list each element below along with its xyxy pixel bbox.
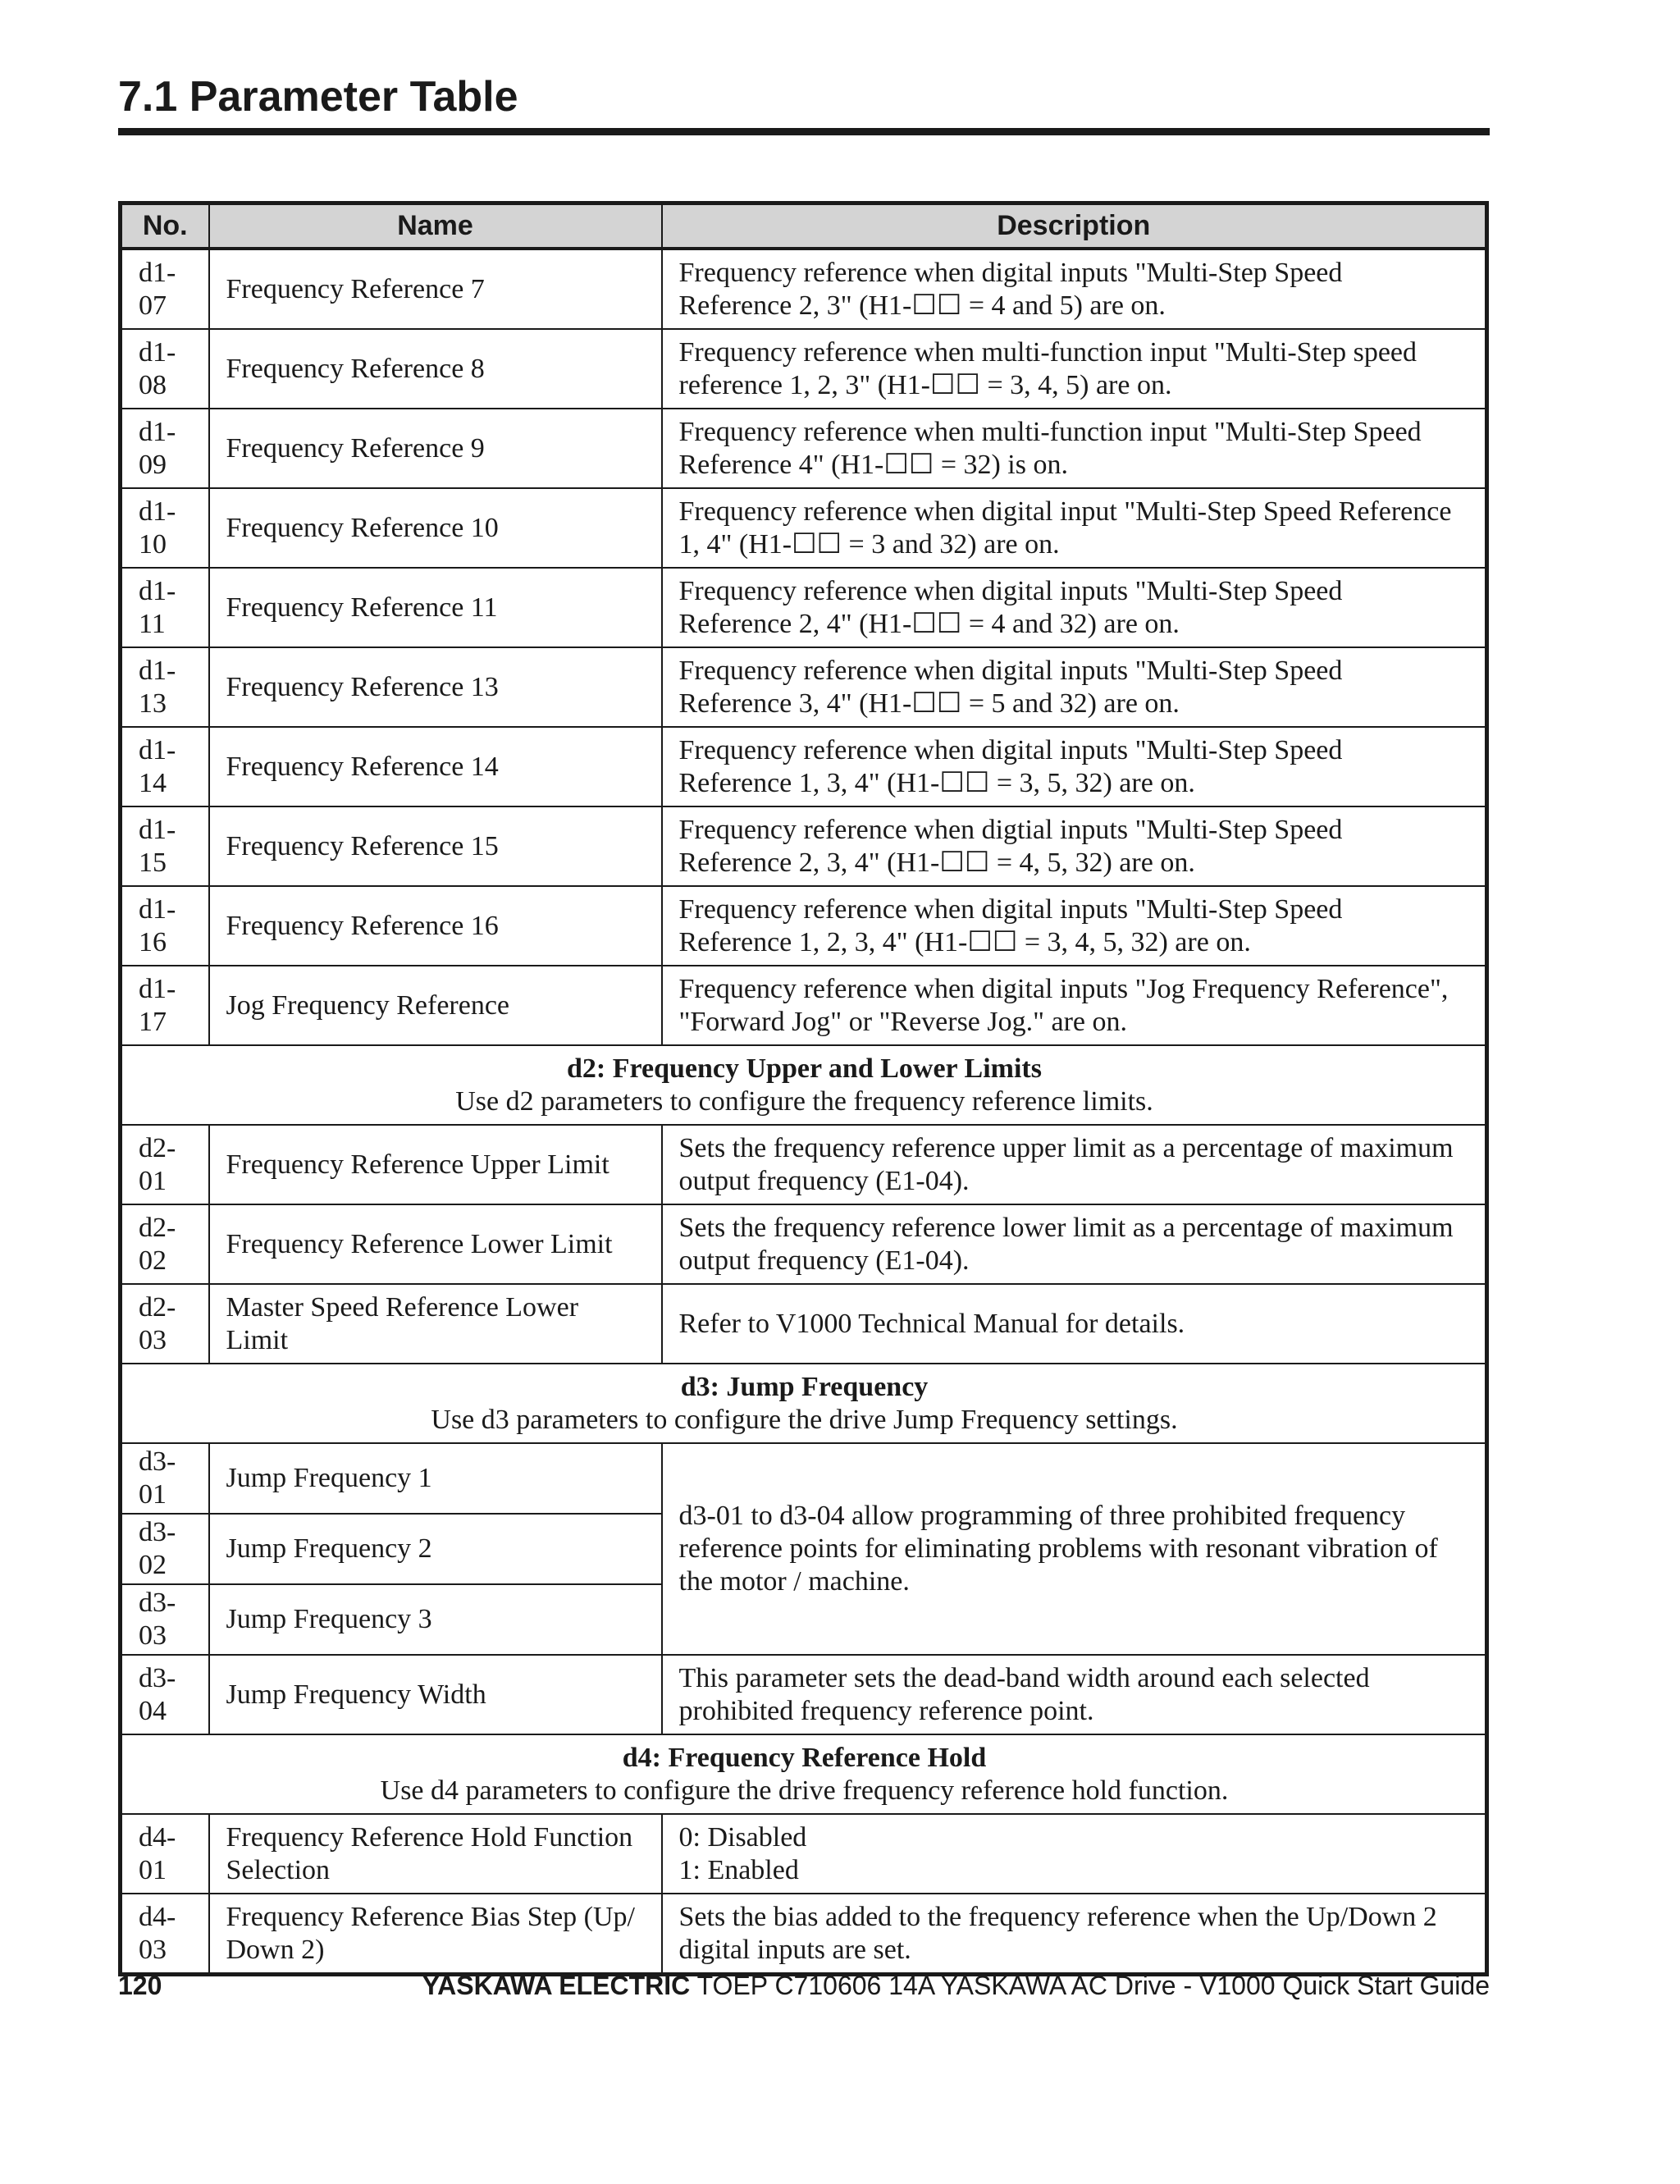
table-row [121,886,1487,966]
param-no: d1-09 [121,409,209,488]
param-name: Frequency Reference 10 [209,488,662,568]
param-description: Refer to V1000 Technical Manual for details. [662,1284,1487,1364]
param-description: This parameter sets the dead-band width around each selected prohibited frequency reference point. [662,1655,1487,1734]
section-title: d3: Jump Frequency [680,1371,929,1402]
table-row [121,727,1487,806]
param-description: Sets the frequency reference upper limit as a percentage of maximum output frequency (E1-04). [662,1125,1487,1204]
section-description: Use d4 parameters to configure the drive frequency reference hold function. [380,1775,1229,1806]
section-header [121,1045,1487,1125]
param-name: Frequency Reference Upper Limit [209,1125,662,1204]
param-name: Frequency Reference 9 [209,409,662,488]
param-name: Frequency Reference 14 [209,727,662,806]
table-row [121,488,1487,568]
param-name: Frequency Reference 8 [209,329,662,409]
param-no: d1-08 [121,329,209,409]
table-row [121,966,1487,1045]
param-no: d1-10 [121,488,209,568]
param-name: Frequency Reference 16 [209,886,662,966]
table-row [121,1443,1487,1514]
param-no: d1-07 [121,249,209,329]
param-no: d1-13 [121,647,209,727]
param-description: 0: Disabled 1: Enabled [662,1814,1487,1894]
param-description: Frequency reference when digital inputs "Multi-Step Speed Reference 1, 3, 4" (H1-☐☐ = 3, 5, 32) are on. [662,727,1487,806]
param-description: Sets the bias added to the frequency reference when the Up/Down 2 digital inputs are set. [662,1894,1487,1975]
section-description: Use d2 parameters to configure the frequency reference limits. [455,1085,1153,1117]
header-description: Description [662,203,1487,249]
param-name: Frequency Reference 11 [209,568,662,647]
section-row-d4 [121,1734,1487,1814]
param-description: Frequency reference when digital inputs "Jog Frequency Reference", "Forward Jog" or "Reverse Jog." are on. [662,966,1487,1045]
param-name: Jog Frequency Reference [209,966,662,1045]
param-description: Frequency reference when digital inputs "Multi-Step Speed Reference 2, 4" (H1-☐☐ = 4 and 32) are on. [662,568,1487,647]
param-no: d2-01 [121,1125,209,1204]
param-name: Frequency Reference 7 [209,249,662,329]
table-row [121,329,1487,409]
param-name: Frequency Reference 15 [209,806,662,886]
table-row [121,1284,1487,1364]
header-name: Name [209,203,662,249]
table-header-row [121,203,1487,249]
param-name: Jump Frequency Width [209,1655,662,1734]
param-no: d3-03 [121,1584,209,1655]
param-no: d3-01 [121,1443,209,1514]
section-description: Use d3 parameters to configure the drive Jump Frequency settings. [431,1404,1178,1435]
table-row [121,1125,1487,1204]
param-description: Frequency reference when multi-function input "Multi-Step speed reference 1, 2, 3" (H1-☐☐ = 3, 4, 5) are on. [662,329,1487,409]
page-title: 7.1 Parameter Table [118,73,518,121]
param-name: Jump Frequency 3 [209,1584,662,1655]
param-description: Frequency reference when digtial inputs "Multi-Step Speed Reference 2, 3, 4" (H1-☐☐ = 4, 5, 32) are on. [662,806,1487,886]
param-name: Frequency Reference Hold Function Selection [209,1814,662,1894]
param-description: Frequency reference when digital inputs "Multi-Step Speed Reference 1, 2, 3, 4" (H1-☐☐ = 3, 4, 5, 32) are on. [662,886,1487,966]
param-name: Frequency Reference 13 [209,647,662,727]
table-row [121,1655,1487,1734]
section-header [121,1364,1487,1443]
param-no: d3-02 [121,1514,209,1584]
param-no: d1-15 [121,806,209,886]
param-no: d1-17 [121,966,209,1045]
param-name: Jump Frequency 1 [209,1443,662,1514]
param-description: Frequency reference when digital input "Multi-Step Speed Reference 1, 4" (H1-☐☐ = 3 and 32) are on. [662,488,1487,568]
page-number: 120 [118,1971,162,2000]
title-rule [118,128,1490,135]
param-description: Frequency reference when multi-function input "Multi-Step Speed Reference 4" (H1-☐☐ = 32) is on. [662,409,1487,488]
table-row [121,1814,1487,1894]
param-description: Sets the frequency reference lower limit as a percentage of maximum output frequency (E1-04). [662,1204,1487,1284]
param-no: d4-01 [121,1814,209,1894]
section-row-d2 [121,1045,1487,1125]
param-description: Frequency reference when digital inputs "Multi-Step Speed Reference 2, 3" (H1-☐☐ = 4 and 5) are on. [662,249,1487,329]
footer-doc-title: TOEP C710606 14A YASKAWA AC Drive - V1000 Quick Start Guide [690,1971,1490,2000]
footer-doc-info [422,1971,1490,2001]
section-title: d2: Frequency Upper and Lower Limits [567,1053,1042,1084]
table-row [121,1204,1487,1284]
param-no: d1-14 [121,727,209,806]
table-row [121,249,1487,329]
param-no: d1-16 [121,886,209,966]
table-row [121,647,1487,727]
footer-brand: YASKAWA ELECTRIC [422,1971,691,2000]
param-description: d3-01 to d3-04 allow programming of three prohibited frequency reference points for eliminating problems with resonant vibration of the motor / machine. [662,1443,1487,1655]
param-no: d2-03 [121,1284,209,1364]
param-description: Frequency reference when digital inputs "Multi-Step Speed Reference 3, 4" (H1-☐☐ = 5 and 32) are on. [662,647,1487,727]
table-row [121,568,1487,647]
header-no: No. [121,203,209,249]
section-row-d3 [121,1364,1487,1443]
section-title: d4: Frequency Reference Hold [622,1742,987,1773]
param-no: d3-04 [121,1655,209,1734]
param-no: d4-03 [121,1894,209,1975]
table-row [121,409,1487,488]
table-row [121,806,1487,886]
param-no: d2-02 [121,1204,209,1284]
param-name: Frequency Reference Bias Step (Up/ Down 2) [209,1894,662,1975]
param-name: Frequency Reference Lower Limit [209,1204,662,1284]
param-name: Master Speed Reference Lower Limit [209,1284,662,1364]
parameter-table [118,201,1489,1976]
param-no: d1-11 [121,568,209,647]
section-header [121,1734,1487,1814]
table-row [121,1894,1487,1975]
param-name: Jump Frequency 2 [209,1514,662,1584]
